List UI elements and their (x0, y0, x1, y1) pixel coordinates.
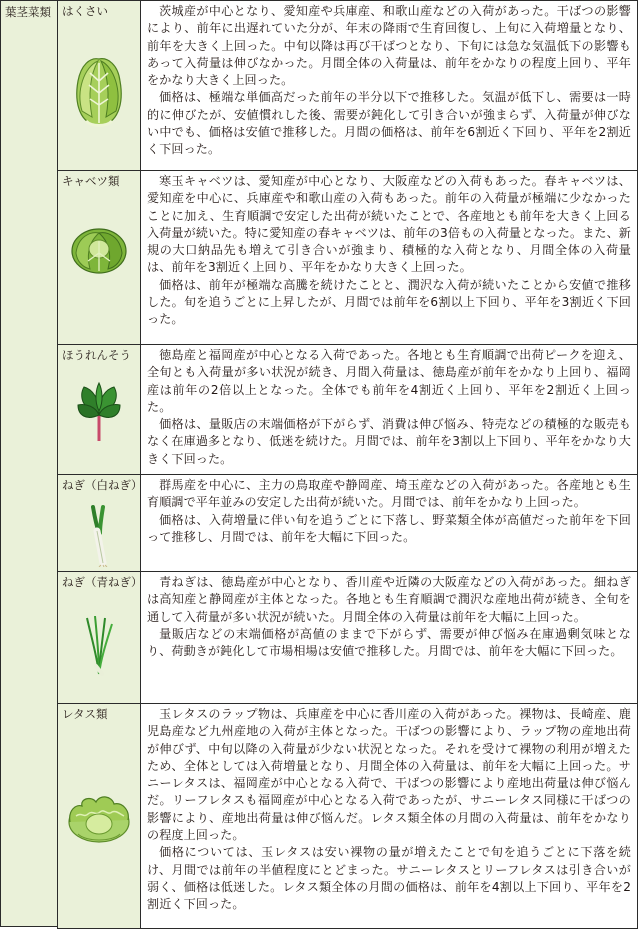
white-leek-icon (79, 505, 119, 567)
item-description (147, 477, 631, 546)
item-description (147, 3, 631, 159)
item-description (147, 706, 631, 914)
green-onion-icon (81, 616, 117, 676)
paragraph: 寒玉キャベツは、愛知産が中心となり、大阪産などの入荷もあった。春キャベツは、愛知産を中心に、兵庫産や和歌山産の入荷もあった。前年の入荷量が極端に少なかったことに加え、生育順調で安定した出荷が続いたことで、各産地とも前年を大きく上回る入荷量が続いた。特に愛知産の春キャベツは、前年の3倍もの入荷量となった。また、新規の大口納品先も増えて引き合いが強まり、積極的な入荷となり、月間全体の入荷量は、前年を3割近く上回り、平年をかなり大きく上回った。 (147, 174, 631, 275)
item-description (147, 173, 631, 329)
paragraph: 価格については、玉レタスは安い裸物の量が増えたことで旬を追うごとに下落を続け、月間では前年の半値程度にとどまった。サニーレタスとリーフレタスは引き合いが弱く、価格は低迷した。レタス類全体の月間の価格は、前年を4割以上下回り、平年を2割近く下回った。 (147, 845, 631, 912)
paragraph: 価格は、量販店の末端価格が下がらず、消費は伸び悩み、特売などの積極的な販売もなく在庫過多となり、低迷を続けた。月間では、前年を3割以上下回り、平年をかなり大きく下回った。 (147, 417, 631, 466)
item-cell (58, 475, 141, 571)
vegetable-table (57, 0, 638, 929)
table-row (57, 474, 638, 572)
item-cell (58, 704, 141, 928)
table-row (57, 571, 638, 704)
paragraph: 茨城産が中心となり、愛知産や兵庫産、和歌山産などの入荷があった。干ばつの影響により、前年に出遅れていた分が、年末の降雨で生育回復し、上旬に入荷増量となり、前年を大きく上回った。中旬以降は再び干ばつとなり、下旬には急な気温低下の影響もあって入荷量は伸びなかった。月間全体の入荷量は、前年をかなりの程度上回り、平年をかなり大きく上回った。 (147, 4, 631, 88)
item-name: キャベツ類 (62, 174, 120, 188)
paragraph: 価格は、前年が極端な高騰を続けたことと、潤沢な入荷が続いたことから安値で推移した。旬を追うごとに上昇したが、月間では前年を6割以上下回り、平年を3割近く下回った。 (147, 277, 631, 327)
paragraph: 価格は、極端な単価高だった前年の半分以下で推移した。気温が低下し、需要は一時的に伸びたが、安値慣れした後、需要が鈍化して引き合いが強まらず、入荷量が伸びない中でも、価格は安値で推移した。月間の価格は、前年を6割近く下回り、平年を2割近く下回った。 (147, 90, 631, 157)
table-row (57, 703, 638, 929)
table-row (57, 344, 638, 475)
paragraph: 青ねぎは、徳島産が中心となり、香川産や近隣の大阪産などの入荷があった。細ねぎは高知産と静岡産が主体となった。各地とも生育順調で潤沢な産地出荷が続き、全旬を通して入荷量が多い状況が続いた。月間全体の入荷量は前年を大幅に上回った。 (147, 575, 631, 624)
item-name: ほうれんそう (62, 348, 131, 362)
item-name: ねぎ（白ねぎ） (62, 478, 143, 492)
item-description (147, 574, 631, 660)
item-cell (58, 171, 141, 344)
item-cell (58, 345, 141, 474)
table-row (57, 170, 638, 345)
paragraph: 量販店などの末端価格が高値のままで下がらず、需要が伸び悩み在庫過剰気味となり、荷動きが鈍化して市場相場は安値で推移した。月間では、前年を大幅に下回った。 (147, 626, 631, 659)
item-cell (58, 1, 141, 170)
chinese-cabbage-icon (68, 51, 130, 129)
category-label: 葉茎菜類 (5, 5, 51, 19)
paragraph: 徳島産と福岡産が中心となる入荷であった。各地とも生育順調で出荷ピークを迎え、全旬とも入荷量が多い状況が続き、月間入荷量は、徳島産が前年をかなり上回り、福岡産は前年の2倍以上となった。全体でも前年を4割近く上回り、平年を2割近く上回った。 (147, 348, 631, 414)
paragraph: 玉レタスのラップ物は、兵庫産を中心に香川産の入荷があった。裸物は、長崎産、鹿児島産など九州産地の入荷が主体となった。干ばつの影響により、ラップ物の産地出荷が伸びず、中旬以降の入荷量が少ない状況となった。それを受けて裸物の利用が増えたため、全体としては入荷増量となり、月間全体の入荷量は、前年を大幅に上回った。サニーレタスは、福岡産が中心となる入荷で、干ばつの影響により産地出荷量は伸び悩んだ。リーフレタスも福岡産が中心となる入荷であったが、サニーレタス同様に干ばつの影響により、産地出荷量は伸び悩んだ。レタス類全体の月間の入荷量は、前年をかなりの程度上回った。 (147, 707, 631, 843)
item-description (147, 347, 631, 468)
table-row (57, 0, 638, 171)
item-cell (58, 572, 141, 703)
paragraph: 価格は、入荷増量に伴い旬を追うごとに下落し、野菜類全体が高値だった前年を下回って推移し、月間では、前年を大幅に下回った。 (147, 512, 631, 544)
item-name: レタス類 (62, 707, 108, 721)
item-name: ねぎ（青ねぎ） (62, 575, 143, 589)
lettuce-icon (64, 794, 134, 844)
category-cell (0, 0, 57, 927)
spinach-icon (74, 381, 124, 443)
cabbage-icon (68, 223, 130, 277)
paragraph: 群馬産を中心に、主力の鳥取産や静岡産、埼玉産などの入荷があった。各産地とも生育順調で平年並みの安定した出荷が続いた。月間では、前年をかなり上回った。 (147, 478, 631, 510)
item-name: はくさい (62, 4, 108, 18)
